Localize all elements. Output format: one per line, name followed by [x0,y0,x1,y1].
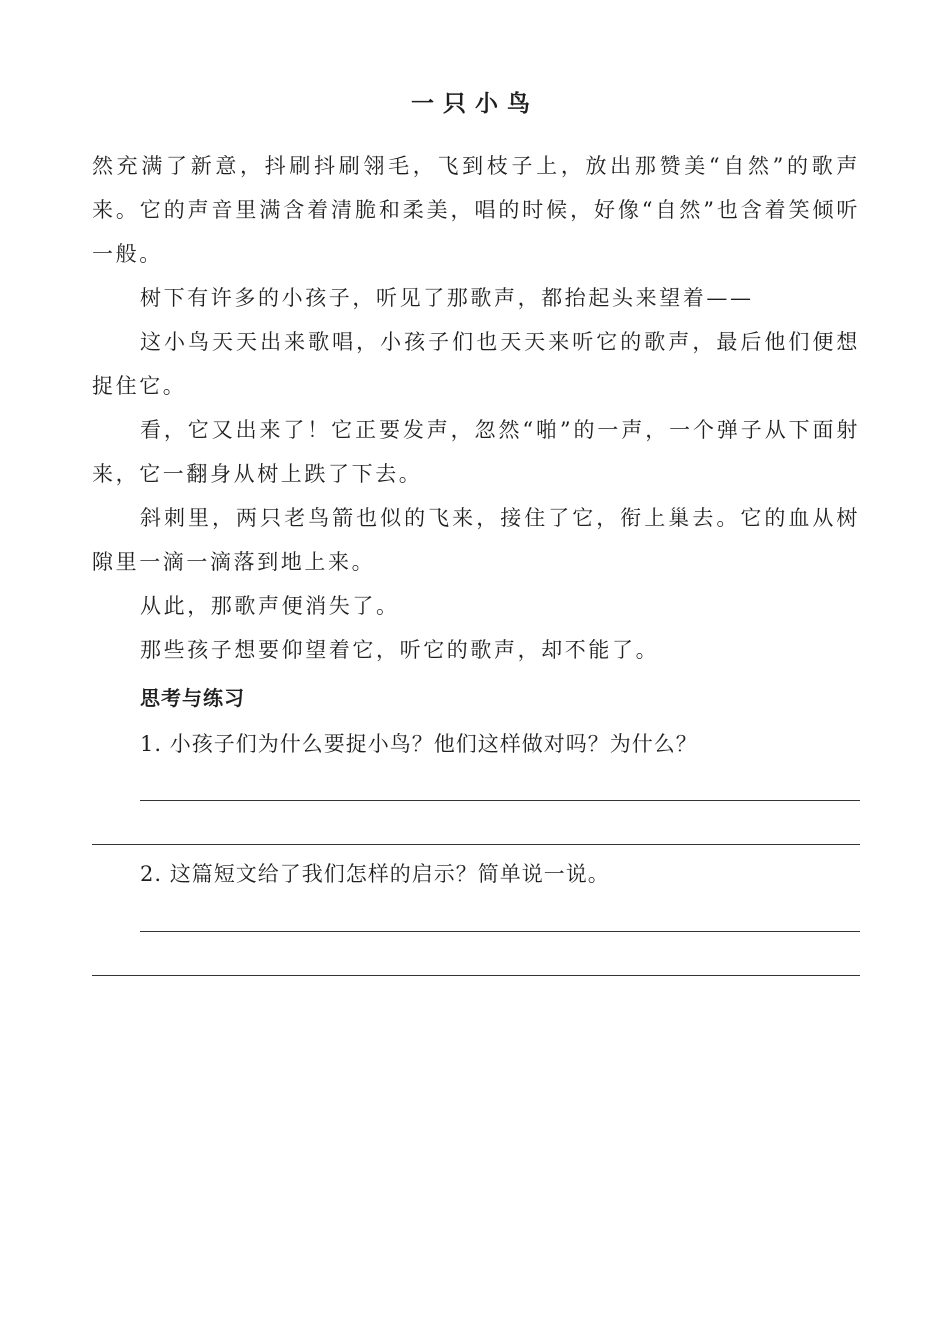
story-paragraph: 树下有许多的小孩子，听见了那歌声，都抬起头来望着—— [140,286,754,310]
answer-line[interactable] [140,931,860,932]
story-paragraph: 这小鸟天天出来歌唱，小孩子们也天天来听它的歌声，最后他们便想捉住它。 [92,330,860,398]
story-paragraph: 斜刺里，两只老鸟箭也似的飞来，接住了它，衔上巢去。它的血从树隙里一滴一滴落到地上来。 [92,506,860,574]
story-title: 一只小鸟 [411,90,539,117]
exercise-question-2: 2. 这篇短文给了我们怎样的启示？简单说一说。 [140,862,610,886]
answer-line[interactable] [140,800,860,801]
story-body [92,144,860,672]
exercise-heading: 思考与练习 [140,686,245,710]
answer-line[interactable] [92,844,860,845]
exercise-question-1: 1. 小孩子们为什么要捉小鸟？他们这样做对吗？为什么？ [140,732,698,756]
story-paragraph: 看，它又出来了！它正要发声，忽然“啪”的一声，一个弹子从下面射来，它一翻身从树上跌了下去。 [92,418,860,486]
answer-line[interactable] [92,975,860,976]
story-paragraph: 那些孩子想要仰望着它，听它的歌声，却不能了。 [140,638,660,662]
story-paragraph: 然充满了新意，抖刷抖刷翎毛，飞到枝子上，放出那赞美“自然”的歌声来。它的声音里满含着清脆和柔美，唱的时候，好像“自然”也含着笑倾听一般。 [92,154,860,266]
story-paragraph: 从此，那歌声便消失了。 [140,594,400,618]
